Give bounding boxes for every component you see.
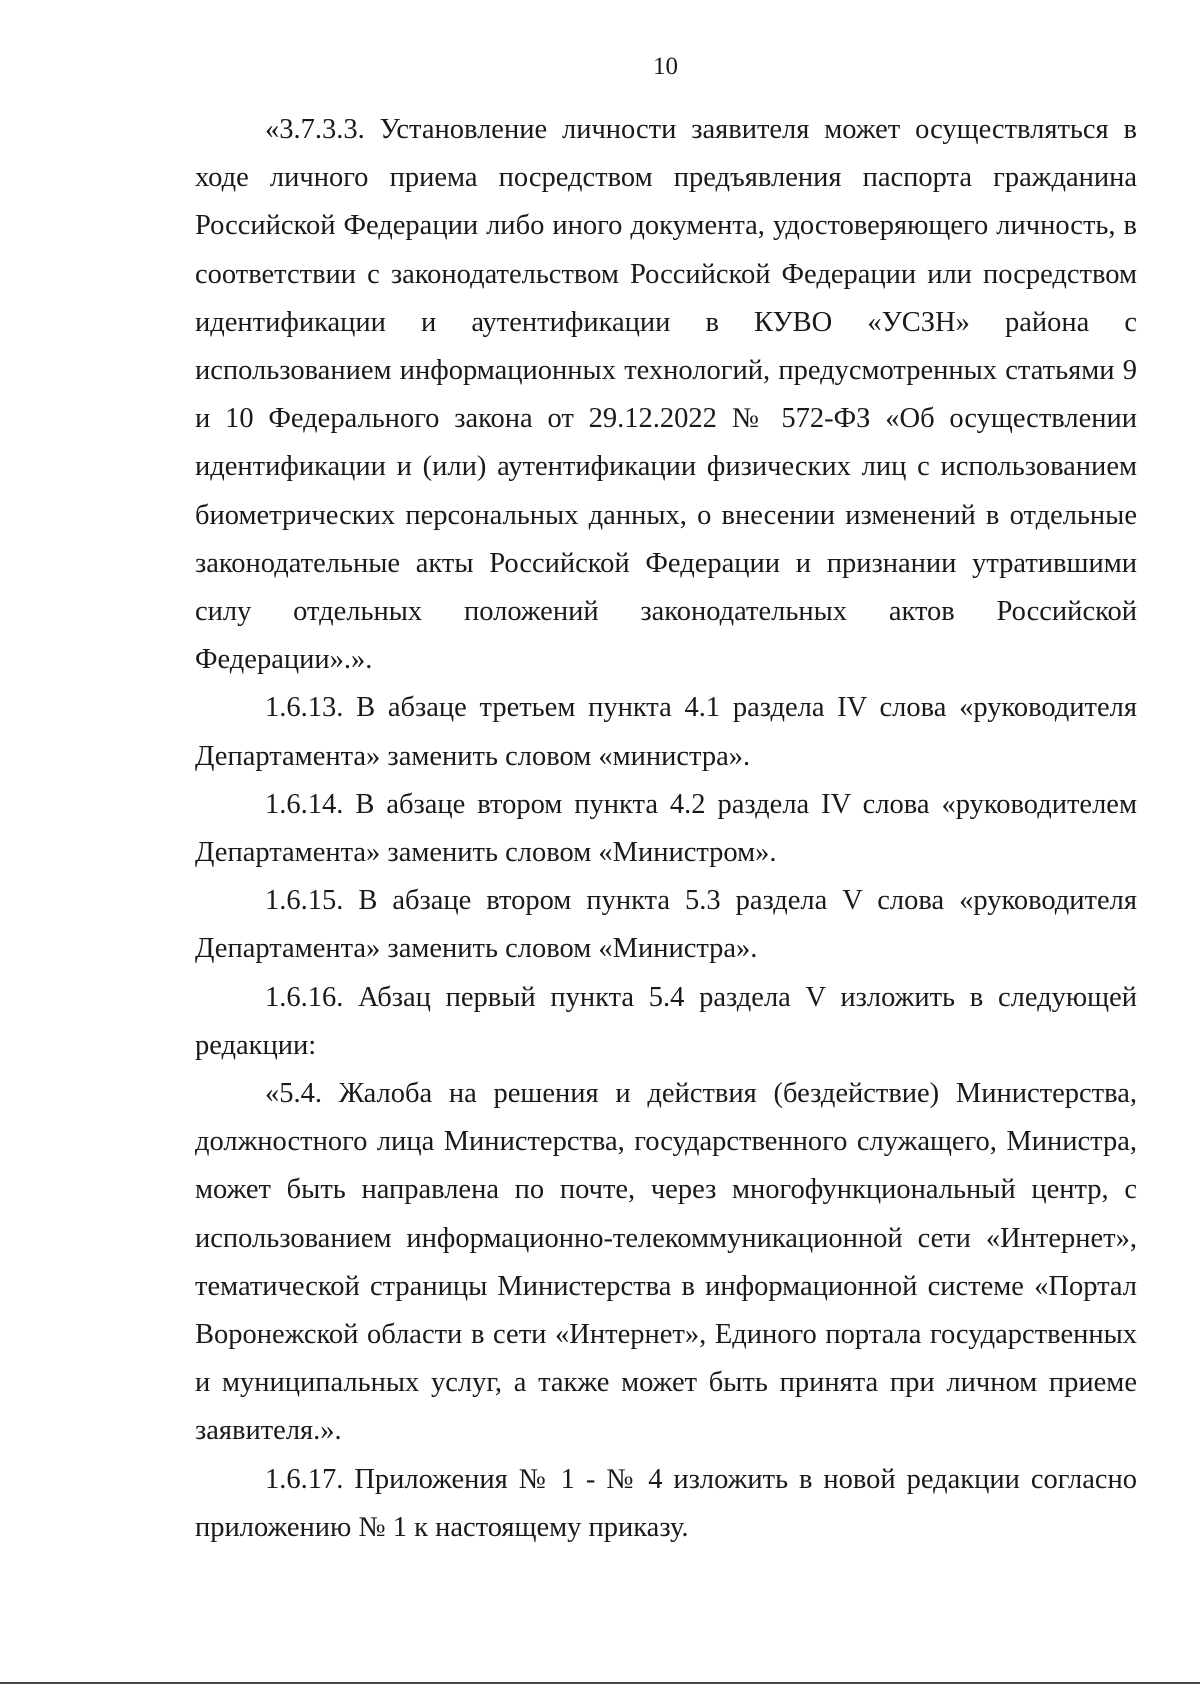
paragraph-1-6-15: 1.6.15. В абзаце втором пункта 5.3 раздела V слова «руководителя Департамента» заменить словом «Министра». [195, 885, 1137, 965]
paragraph-1-6-16: 1.6.16. Абзац первый пункта 5.4 раздела V изложить в следующей редакции: [195, 981, 1137, 1061]
paragraph-1-6-17: 1.6.17. Приложения № 1 - № 4 изложить в новой редакции согласно приложению № 1 к настоящему приказу. [195, 1463, 1137, 1543]
page-bottom-rule [0, 1682, 1200, 1684]
paragraph-1-6-13: 1.6.13. В абзаце третьем пункта 4.1 раздела IV слова «руководителя Департамента» заменить словом «министра». [195, 692, 1137, 772]
document-body [195, 106, 1137, 1552]
page-number: 10 [653, 53, 678, 80]
paragraph-1-6-14: 1.6.14. В абзаце втором пункта 4.2 раздела IV слова «руководителем Департамента» заменить словом «Министром». [195, 788, 1137, 869]
paragraph-5-4: «5.4. Жалоба на решения и действия (бездействие) Министерства, должностного лица Министерства, государственного служащего, Министра, может быть направлена по почте, через многофункциональный центр, с использованием информационно-телекоммуникационной сети «Интернет», тематической страницы Министерства в информационной системе «Портал Воронежской области в сети «Интернет», Единого портала государственных и муниципальных услуг, а также может быть принята при личном приеме заявителя.». [195, 1078, 1137, 1447]
paragraph-3-7-3-3: «3.7.3.3. Установление личности заявителя может осуществляться в ходе личного приема посредством предъявления паспорта гражданина Российской Федерации либо иного документа, удостоверяющего личность, в соответствии с законодательством Российской Федерации или посредством идентификации и аутентификации в КУВО «УСЗН» района с использованием информационных технологий, предусмотренных статьями 9 и 10 Федерального закона от 29.12.2022 № 572-ФЗ «Об осуществлении идентификации и (или) аутентификации физических лиц с использованием биометрических персональных данных, о внесении изменений в отдельные законодательные акты Российской Федерации и признании утратившими силу отдельных положений законодательных актов Российской Федерации».». [195, 114, 1137, 676]
